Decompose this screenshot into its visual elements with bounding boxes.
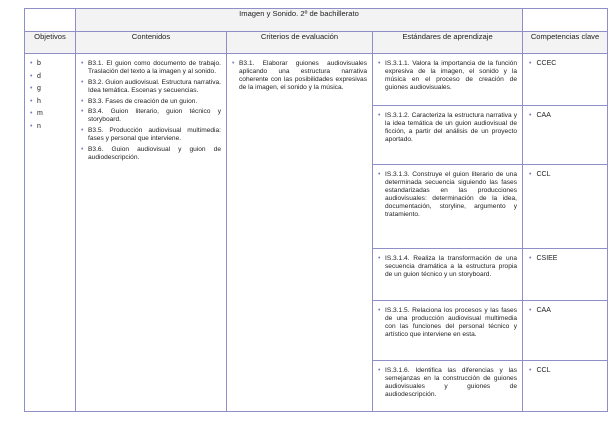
header-contenidos: Contenidos bbox=[76, 32, 227, 54]
estandar-cell bbox=[373, 249, 523, 301]
estandar-item: • IS.3.1.4. Realiza la transformación de una secuencia dramática a la estructura propia de un guion técnico y un storyboard. bbox=[378, 255, 517, 279]
table-title: Imagen y Sonido. 2º de bachillerato bbox=[76, 9, 523, 32]
contenido-item: • B3.4. Guion literario, guion técnico y storyboard. bbox=[81, 108, 221, 124]
estandar-cell bbox=[373, 361, 523, 412]
title-blank-cell bbox=[25, 9, 76, 32]
competencia-cell bbox=[523, 54, 608, 106]
header-estandares: Estándares de aprendizaje bbox=[373, 32, 523, 54]
contenidos-cell bbox=[76, 54, 227, 412]
contenido-item: • B3.5. Producción audiovisual multimedia: fases y personal que interviene. bbox=[81, 127, 221, 143]
objetivo-item: • h bbox=[30, 98, 70, 106]
contenido-item: • B3.3. Fases de creación de un guion. bbox=[81, 98, 221, 106]
competencia-cell bbox=[523, 301, 608, 361]
criterios-cell bbox=[227, 54, 373, 412]
bullet-icon: • bbox=[529, 255, 532, 262]
competencia-value: CSIEE bbox=[536, 255, 558, 262]
objetivos-cell bbox=[25, 54, 76, 412]
competencia-value: CCEC bbox=[536, 60, 557, 67]
objetivo-item: • d bbox=[30, 73, 70, 81]
header-objetivos: Objetivos bbox=[25, 32, 76, 54]
estandar-cell bbox=[373, 165, 523, 249]
objetivo-item: • m bbox=[30, 110, 70, 118]
estandar-item: • IS.3.1.5. Relaciona los procesos y las fases de una producción audiovisual multimedia con las funciones del personal técnico y artístico que interviene en esta. bbox=[378, 307, 517, 339]
bullet-icon: • bbox=[529, 307, 532, 314]
competencia-value: CCL bbox=[536, 367, 551, 374]
estandar-item: • IS.3.1.6. Identifica las diferencias y las semejanzas en la construcción de guiones audiovisuales y guiones de audiodescripción. bbox=[378, 367, 517, 399]
bullet-icon: • bbox=[529, 171, 532, 178]
header-criterios: Criterios de evaluación bbox=[227, 32, 373, 54]
competencia-cell bbox=[523, 361, 608, 412]
contenido-item: • B3.6. Guion audiovisual y guion de audiodescripción. bbox=[81, 146, 221, 162]
bullet-icon: • bbox=[529, 367, 532, 374]
title-blank-cell-right bbox=[523, 9, 608, 32]
bullet-icon: • bbox=[529, 112, 532, 119]
estandar-item: • IS.3.1.3. Construye el guion literario de una determinada secuencia siguiendo las fases estandarizadas en las producciones audiovisuales: determinación de la idea, documentación, storyline, argumento y tratamiento. bbox=[378, 171, 517, 220]
competencia-value: CAA bbox=[536, 112, 551, 119]
objetivo-item: • b bbox=[30, 60, 70, 68]
criterio-item: • B3.1. Elaborar guiones audiovisuales aplicando una estructura narrativa coherente con las posibilidades expresivas de la imagen, el sonido y la música. bbox=[232, 60, 367, 92]
objetivo-item: • g bbox=[30, 85, 70, 93]
curriculum-table bbox=[24, 8, 608, 412]
header-competencias: Competencias clave bbox=[523, 32, 608, 54]
competencia-value: CAA bbox=[536, 307, 551, 314]
competencia-cell bbox=[523, 165, 608, 249]
estandar-item: • IS.3.1.1. Valora la importancia de la función expresiva de la imagen, el sonido y la música en el proceso de creación de guiones audiovisuales. bbox=[378, 60, 517, 92]
objetivo-item: • n bbox=[30, 123, 70, 131]
contenido-item: • B3.2. Guion audiovisual. Estructura narrativa. Idea temática. Escenas y secuencias. bbox=[81, 79, 221, 95]
competencia-value: CCL bbox=[536, 171, 551, 178]
estandar-item: • IS.3.1.2. Caracteriza la estructura narrativa y la idea temática de un guion audiovisual de ficción, a partir del análisis de un proyecto aportado. bbox=[378, 112, 517, 144]
estandar-cell bbox=[373, 106, 523, 165]
competencia-cell bbox=[523, 249, 608, 301]
estandar-cell bbox=[373, 301, 523, 361]
competencia-cell bbox=[523, 106, 608, 165]
estandar-cell bbox=[373, 54, 523, 106]
contenido-item: • B3.1. El guion como documento de trabajo. Traslación del texto a la imagen y al sonido. bbox=[81, 60, 221, 76]
bullet-icon: • bbox=[529, 60, 532, 67]
